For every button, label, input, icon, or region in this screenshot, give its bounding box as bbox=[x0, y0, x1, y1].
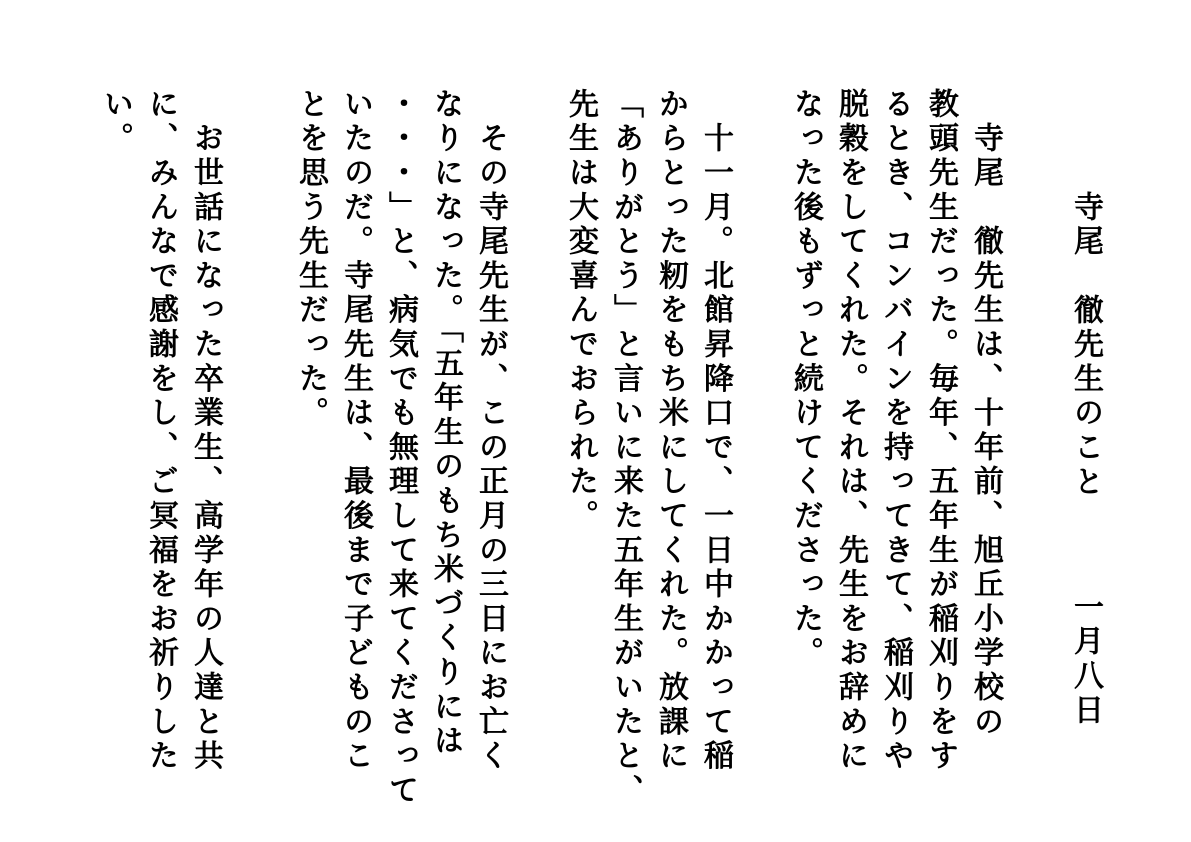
body-line: に、みんなで感謝をし、ご冥福をお祈りした bbox=[143, 88, 178, 774]
body-line: とを思う先生だった。 bbox=[293, 88, 328, 431]
body-line: 教頭先生だった。毎年、五年生が稲刈りをす bbox=[923, 88, 958, 774]
body-line: なった後もずっと続けてくださった。 bbox=[788, 88, 823, 672]
body-line: お世話になった卒業生、高学年の人達と共 bbox=[188, 88, 223, 774]
body-line: い。 bbox=[98, 88, 133, 157]
body-line: 寺尾 徹先生は、十年前、旭丘小学校の bbox=[968, 88, 1003, 740]
body-line: 脱穀をしてくれた。それは、先生をお辞めに bbox=[833, 88, 868, 774]
body-line: なりになった。「五年生のもち米づくりには bbox=[428, 88, 463, 759]
body-line: ・・・」と、病気でも無理して来てくださって bbox=[383, 88, 418, 809]
body-line: 先生は大変喜んでおられた。 bbox=[563, 88, 598, 534]
document-title: 寺尾 徹先生のこと bbox=[1068, 191, 1103, 500]
document-date: 一月八日 bbox=[1068, 591, 1103, 729]
body-line: その寺尾先生が、この正月の三日にお亡く bbox=[473, 88, 508, 774]
body-line: るとき、コンバインを持ってきて、稲刈りや bbox=[878, 88, 913, 774]
body-line: いたのだ。寺尾先生は、最後まで子どものこ bbox=[338, 88, 373, 774]
body-line: 十一月。北館昇降口で、一日中かかって稲 bbox=[698, 88, 733, 774]
body-line: からとった籾をもち米にしてくれた。放課に bbox=[653, 88, 688, 774]
body-line: 「ありがとう」と言いに来た五年生がいたと、 bbox=[608, 88, 643, 809]
